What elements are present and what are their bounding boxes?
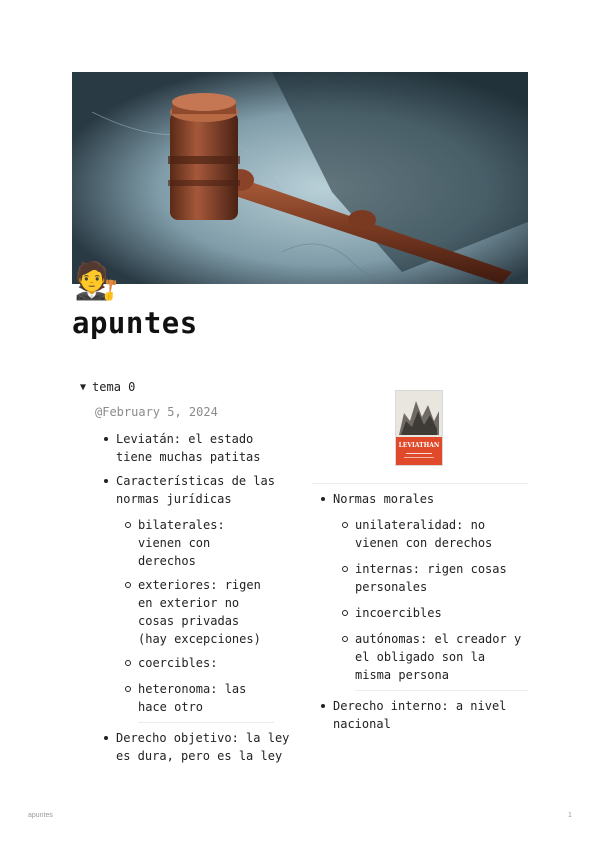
list-item [102,472,292,508]
list-item [124,654,274,672]
list-item-text: incoercibles [355,606,442,620]
gavel-cover-image [72,72,528,284]
list-item-text: bilaterales: vienen con derechos [138,518,225,568]
list-item [124,576,274,648]
list-item-text: Derecho objetivo: la ley es dura, pero es la ley [116,731,290,763]
list-item-text: Leviatán: el estado tiene muchas patitas [116,432,261,464]
leviathan-book-cover-image [396,391,442,465]
list-item [341,516,528,552]
page-title: apuntes [72,306,198,340]
triangle-down-icon[interactable]: ▼ [80,381,87,393]
list-item [341,560,528,596]
date-mention[interactable]: @February 5, 2024 [95,405,218,419]
list-item-text: internas: rigen cosas personales [355,562,507,594]
list-item [102,430,292,466]
list-item [319,697,528,733]
footer-title: apuntes [28,812,53,819]
list-item [124,516,274,570]
list-item-text: Características de las normas jurídicas [116,474,275,506]
judge-icon: 🧑‍⚖️ [74,261,119,302]
nested-list [124,516,274,723]
page-number: 1 [568,812,572,819]
list-item-text: unilateralidad: no vienen con derechos [355,518,493,550]
toggle-label: tema 0 [92,380,136,394]
divider [312,483,528,484]
list-item [341,630,528,684]
list-item-text: coercibles: [138,656,218,670]
list-item [102,729,292,765]
divider [355,690,528,691]
list-item-text: Derecho interno: a nivel nacional [333,699,507,731]
right-column [319,490,528,733]
list-item [341,604,528,622]
list-item-text: heteronoma: las hace otro [138,682,247,714]
nested-list [341,516,528,691]
list-item [319,490,528,508]
list-item-text: autónomas: el creador y el obligado son la misma persona [355,632,522,682]
list-item-text: Normas morales [333,492,435,506]
book-title: LEVIATHAN [398,442,440,449]
toggle-tema-0[interactable] [80,380,135,394]
left-column [102,430,292,765]
divider [138,722,274,723]
list-item [124,680,274,716]
list-item-text: exteriores: rigen en exterior no cosas privadas (hay excepciones) [138,578,261,646]
